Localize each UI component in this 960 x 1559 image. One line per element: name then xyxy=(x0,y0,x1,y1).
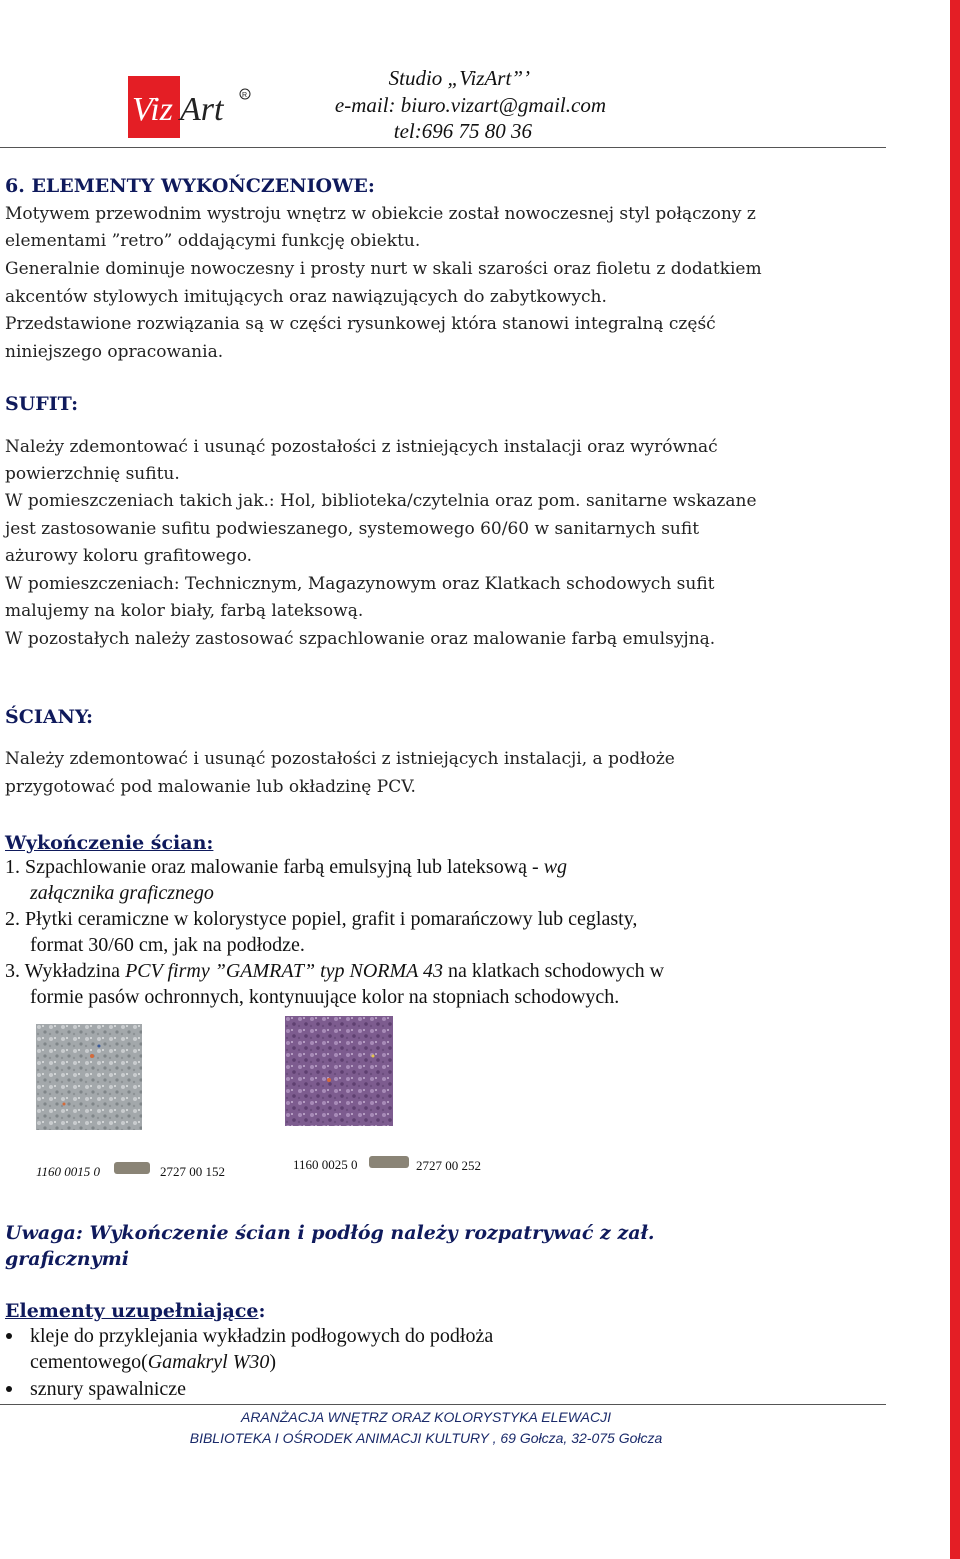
paragraph-line: Należy zdemontować i usunąć pozostałości z istniejących instalacji oraz wyrównać xyxy=(5,437,718,457)
finish-item-1: 1. Szpachlowanie oraz malowanie farbą emulsyjną lub lateksową - wg xyxy=(5,856,568,878)
header-email: e-mail: biuro.vizart@gmail.com xyxy=(334,93,606,117)
sciany-heading: ŚCIANY: xyxy=(5,706,94,728)
footer-line-2: BIBLIOTEKA I OŚRODEK ANIMACJI KULTURY , 69 Gołcza, 32-075 Gołcza xyxy=(189,1430,663,1446)
paragraph-line: elementami ”retro” oddającymi funkcję obiektu. xyxy=(5,231,421,251)
bullet-icon xyxy=(6,1386,12,1392)
paragraph-line: W pozostałych należy zastosować szpachlowanie oraz malowanie farbą emulsyjną. xyxy=(5,629,716,649)
extras-item-1-cont: cementowego(Gamakryl W30) xyxy=(30,1351,277,1373)
svg-text:Art: Art xyxy=(180,91,224,128)
finish-item-3-cont: formie pasów ochronnych, kontynuujące kolor na stopniach schodowych. xyxy=(30,986,620,1008)
paragraph-line: W pomieszczeniach: Technicznym, Magazynowym oraz Klatkach schodowych sufit xyxy=(5,574,715,594)
paragraph-line: powierzchnię sufitu. xyxy=(5,464,180,484)
footer-line-1: ARANŻACJA WNĘTRZ ORAZ KOLORYSTYKA ELEWACJI xyxy=(240,1409,611,1425)
finish-heading: Wykończenie ścian: xyxy=(5,832,214,854)
vizart-logo xyxy=(128,74,256,140)
extras-heading: Elementy uzupełniające: xyxy=(5,1300,266,1322)
extras-item-1: kleje do przyklejania wykładzin podłogowych do podłoża xyxy=(30,1325,494,1347)
header-phone: tel:696 75 80 36 xyxy=(393,119,532,143)
paragraph-line: Generalnie dominuje nowoczesny i prosty nurt w skali szarości oraz fioletu z dodatkiem xyxy=(5,259,762,279)
sample-swatch-violet xyxy=(285,1016,393,1126)
paragraph-line: Przedstawione rozwiązania są w części rysunkowej która stanowi integralną część xyxy=(5,314,716,334)
cord-sample-1 xyxy=(114,1162,150,1174)
extras-item-2: sznury spawalnicze xyxy=(30,1378,187,1400)
footer-rule xyxy=(0,1404,886,1405)
section-title: 6. ELEMENTY WYKOŃCZENIOWE: xyxy=(5,175,375,197)
finish-item-3: 3. Wykładzina PCV firmy ”GAMRAT” typ NORMA 43 na klatkach schodowych w xyxy=(5,960,665,982)
svg-text:R: R xyxy=(242,92,248,99)
paragraph-line: akcentów stylowych imitujących oraz nawiązujących do zabytkowych. xyxy=(5,287,607,307)
paragraph-line: przygotować pod malowanie lub okładzinę PCV. xyxy=(5,777,416,797)
finish-item-2-cont: format 30/60 cm, jak na podłodze. xyxy=(30,934,305,956)
red-edge-bar xyxy=(950,0,960,1559)
paragraph-line: Należy zdemontować i usunąć pozostałości z istniejących instalacji, a podłoże xyxy=(5,749,675,769)
note-line-cont: graficznymi xyxy=(5,1248,129,1270)
finish-item-1-cont: załącznika graficznego xyxy=(30,882,214,904)
sample-code: 1160 0015 0 xyxy=(36,1164,101,1179)
paragraph-line: Motywem przewodnim wystroju wnętrz w obiekcie został nowoczesnej styl połączony z xyxy=(5,204,756,224)
paragraph-line: W pomieszczeniach takich jak.: Hol, biblioteka/czytelnia oraz pom. sanitarne wskazane xyxy=(5,491,757,511)
studio-name: Studio „VizArt”’ xyxy=(388,66,530,90)
sample-swatch-grey xyxy=(36,1024,142,1130)
paragraph-line: malujemy na kolor biały, farbą lateksową. xyxy=(5,601,364,621)
cord-sample-2 xyxy=(369,1156,409,1168)
note-line: Uwaga: Wykończenie ścian i podłóg należy rozpatrywać z zał. xyxy=(5,1222,655,1244)
svg-text:Viz: Viz xyxy=(132,91,173,128)
sample-code-2: 2727 00 152 xyxy=(160,1164,225,1179)
header-rule xyxy=(0,147,886,148)
sufit-heading: SUFIT: xyxy=(5,393,79,415)
finish-item-2: 2. Płytki ceramiczne w kolorystyce popiel, grafit i pomarańczowy lub ceglasty, xyxy=(5,908,638,930)
paragraph-line: niniejszego opracowania. xyxy=(5,342,224,362)
sample-code: 1160 0025 0 xyxy=(293,1157,358,1172)
sample-code-2: 2727 00 252 xyxy=(416,1158,481,1173)
bullet-icon xyxy=(6,1333,12,1339)
paragraph-line: ażurowy koloru grafitowego. xyxy=(5,546,253,566)
paragraph-line: jest zastosowanie sufitu podwieszanego, systemowego 60/60 w sanitarnych sufit xyxy=(5,519,700,539)
